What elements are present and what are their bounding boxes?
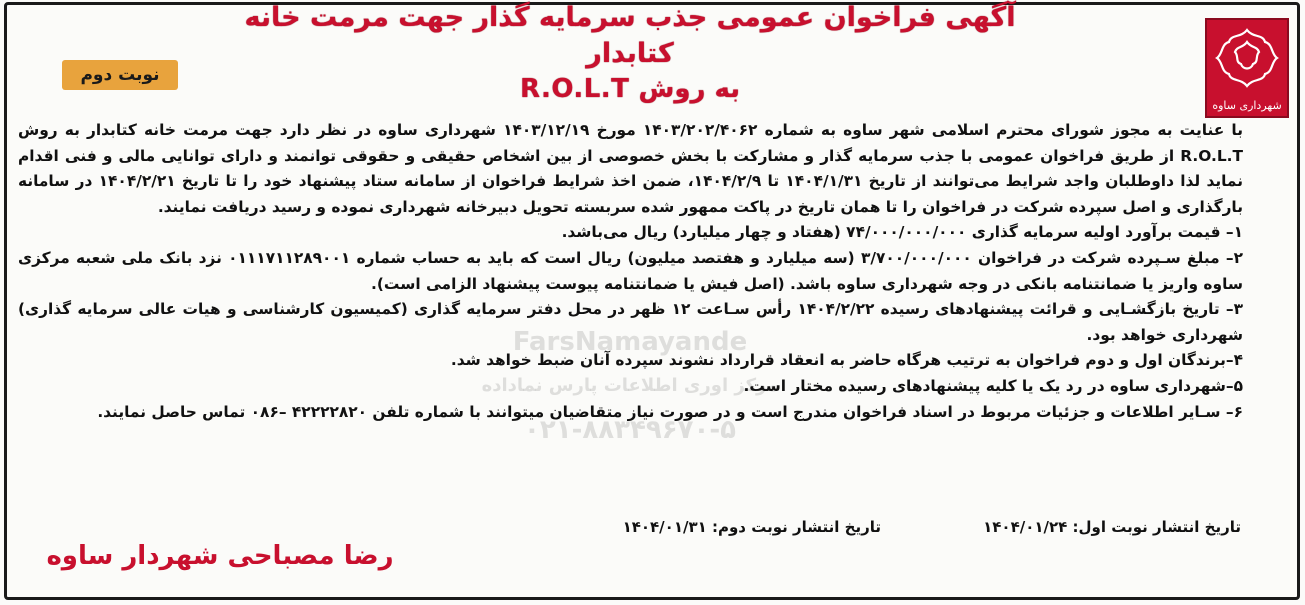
condition-item-6: ۶– سـایر اطلاعات و جزئیات مربوط در اسناد فراخوان مندرج است و در صورت نیاز متقاضیان میتوانند با شماره تلفن ۴۲۲۲۲۸۲۰ –۰۸۶ تماس حاصل نمایند. xyxy=(97,402,1243,421)
round-badge: نوبت دوم xyxy=(62,60,178,90)
watermark-line-1: FarsNamayande xyxy=(512,327,748,357)
second-publication-date: تاریخ انتشار نوبت دوم: ۱۴۰۴/۰۱/۳۱ xyxy=(622,518,881,536)
title-line-1: آگهی فراخوان عمومی جذب سرمایه گذار جهت مرمت خانه کتابدار xyxy=(244,2,1016,69)
condition-item-1: ۱– قیمت برآورد اولیه سرمایه گذاری ۷۴/۰۰۰/۰۰۰/۰۰۰ (هفتاد و چهار میلیارد) ریال می‌باشد. xyxy=(561,223,1243,242)
condition-item-4: ۴–برندگان اول و دوم فراخوان به ترتیب هرگاه حاضر به انعقاد قرارداد نشوند سپرده آنان ضبط خواهد شد. xyxy=(450,351,1243,370)
ad-body xyxy=(18,118,1243,425)
emblem-graphic xyxy=(1207,20,1287,92)
condition-item-5: ۵–شهرداری ساوه در رد یک یا کلیه پیشنهادهای رسیده مختار است. xyxy=(743,376,1243,395)
watermark-line-2: مرکز اوری اطلاعات پارس نماداده xyxy=(481,375,779,396)
title-line-2: به روش R.O.L.T xyxy=(519,74,741,104)
condition-item-3: ۳– تاریخ بازگشـایی و قرائت پیشنهادهای رسیده ۱۴۰۴/۲/۲۲ رأس سـاعت ۱۲ ظهر در محل دفتر سرمایه گذاری (کمیسیون کارشناسی و هیات عالی سرمایه گذاری) شهرداری خواهد بود. xyxy=(18,300,1243,344)
emblem-caption: شهرداری ساوه xyxy=(1212,99,1282,112)
mayor-signature: رضا مصباحی شهردار ساوه xyxy=(46,541,394,571)
intro-paragraph: با عنایت به مجوز شورای محترم اسلامی شهر ساوه به شماره ۱۴۰۳/۲۰۲/۴۰۶۲ مورخ ۱۴۰۳/۱۲/۱۹ شهرداری ساوه در نظر دارد جهت مرمت خانه کتابدار به روش R.O.L.T از طریق فراخوان عمومی با جذب سرمایه گذار و مشارکت با بخش خصوصی از بین اشخاص حقیقی و حقوقی توانمند و دارای توانایی مالی و فنی اقدام نماید لذا داوطلبان واجد شرایط می‌توانند از تاریخ ۱۴۰۴/۱/۳۱ تا ۱۴۰۴/۲/۹، ضمن اخذ شرایط فراخوان از سامانه ستاد پیشنهاد خود را تا تاریخ ۱۴۰۴/۲/۲۱ در سامانه بارگذاری و اصل سپرده شرکت در فراخوان را تا همان تاریخ در پاکت ممهور شده سربسته تحویل دبیرخانه شهرداری نموده و رسید دریافت نمایند. xyxy=(18,121,1244,216)
ad-title xyxy=(220,0,1040,104)
watermark-line-3: ۰۲۱-۸۸۳۴۹۶۷۰-۵ xyxy=(523,415,736,445)
first-publication-date: تاریخ انتشار نوبت اول: ۱۴۰۴/۰۱/۲۴ xyxy=(983,518,1241,536)
municipality-emblem-icon xyxy=(1205,18,1289,118)
condition-item-2: ۲– مبلغ سـپرده شرکت در فراخوان ۳/۷۰۰/۰۰۰/۰۰۰ (سه میلیارد و هفتصد میلیون) ریال است که باید به حساب شماره ۰۱۱۱۷۱۱۲۸۹۰۰۱ نزد بانک ملی شعبه مرکزی ساوه واریز یا ضمانتنامه بانکی در وجه شهرداری ساوه باشد. (اصل فیش یا ضمانتنامه پیوست پیشنهاد الزامی است). xyxy=(18,248,1243,293)
publication-dates xyxy=(540,518,1241,544)
